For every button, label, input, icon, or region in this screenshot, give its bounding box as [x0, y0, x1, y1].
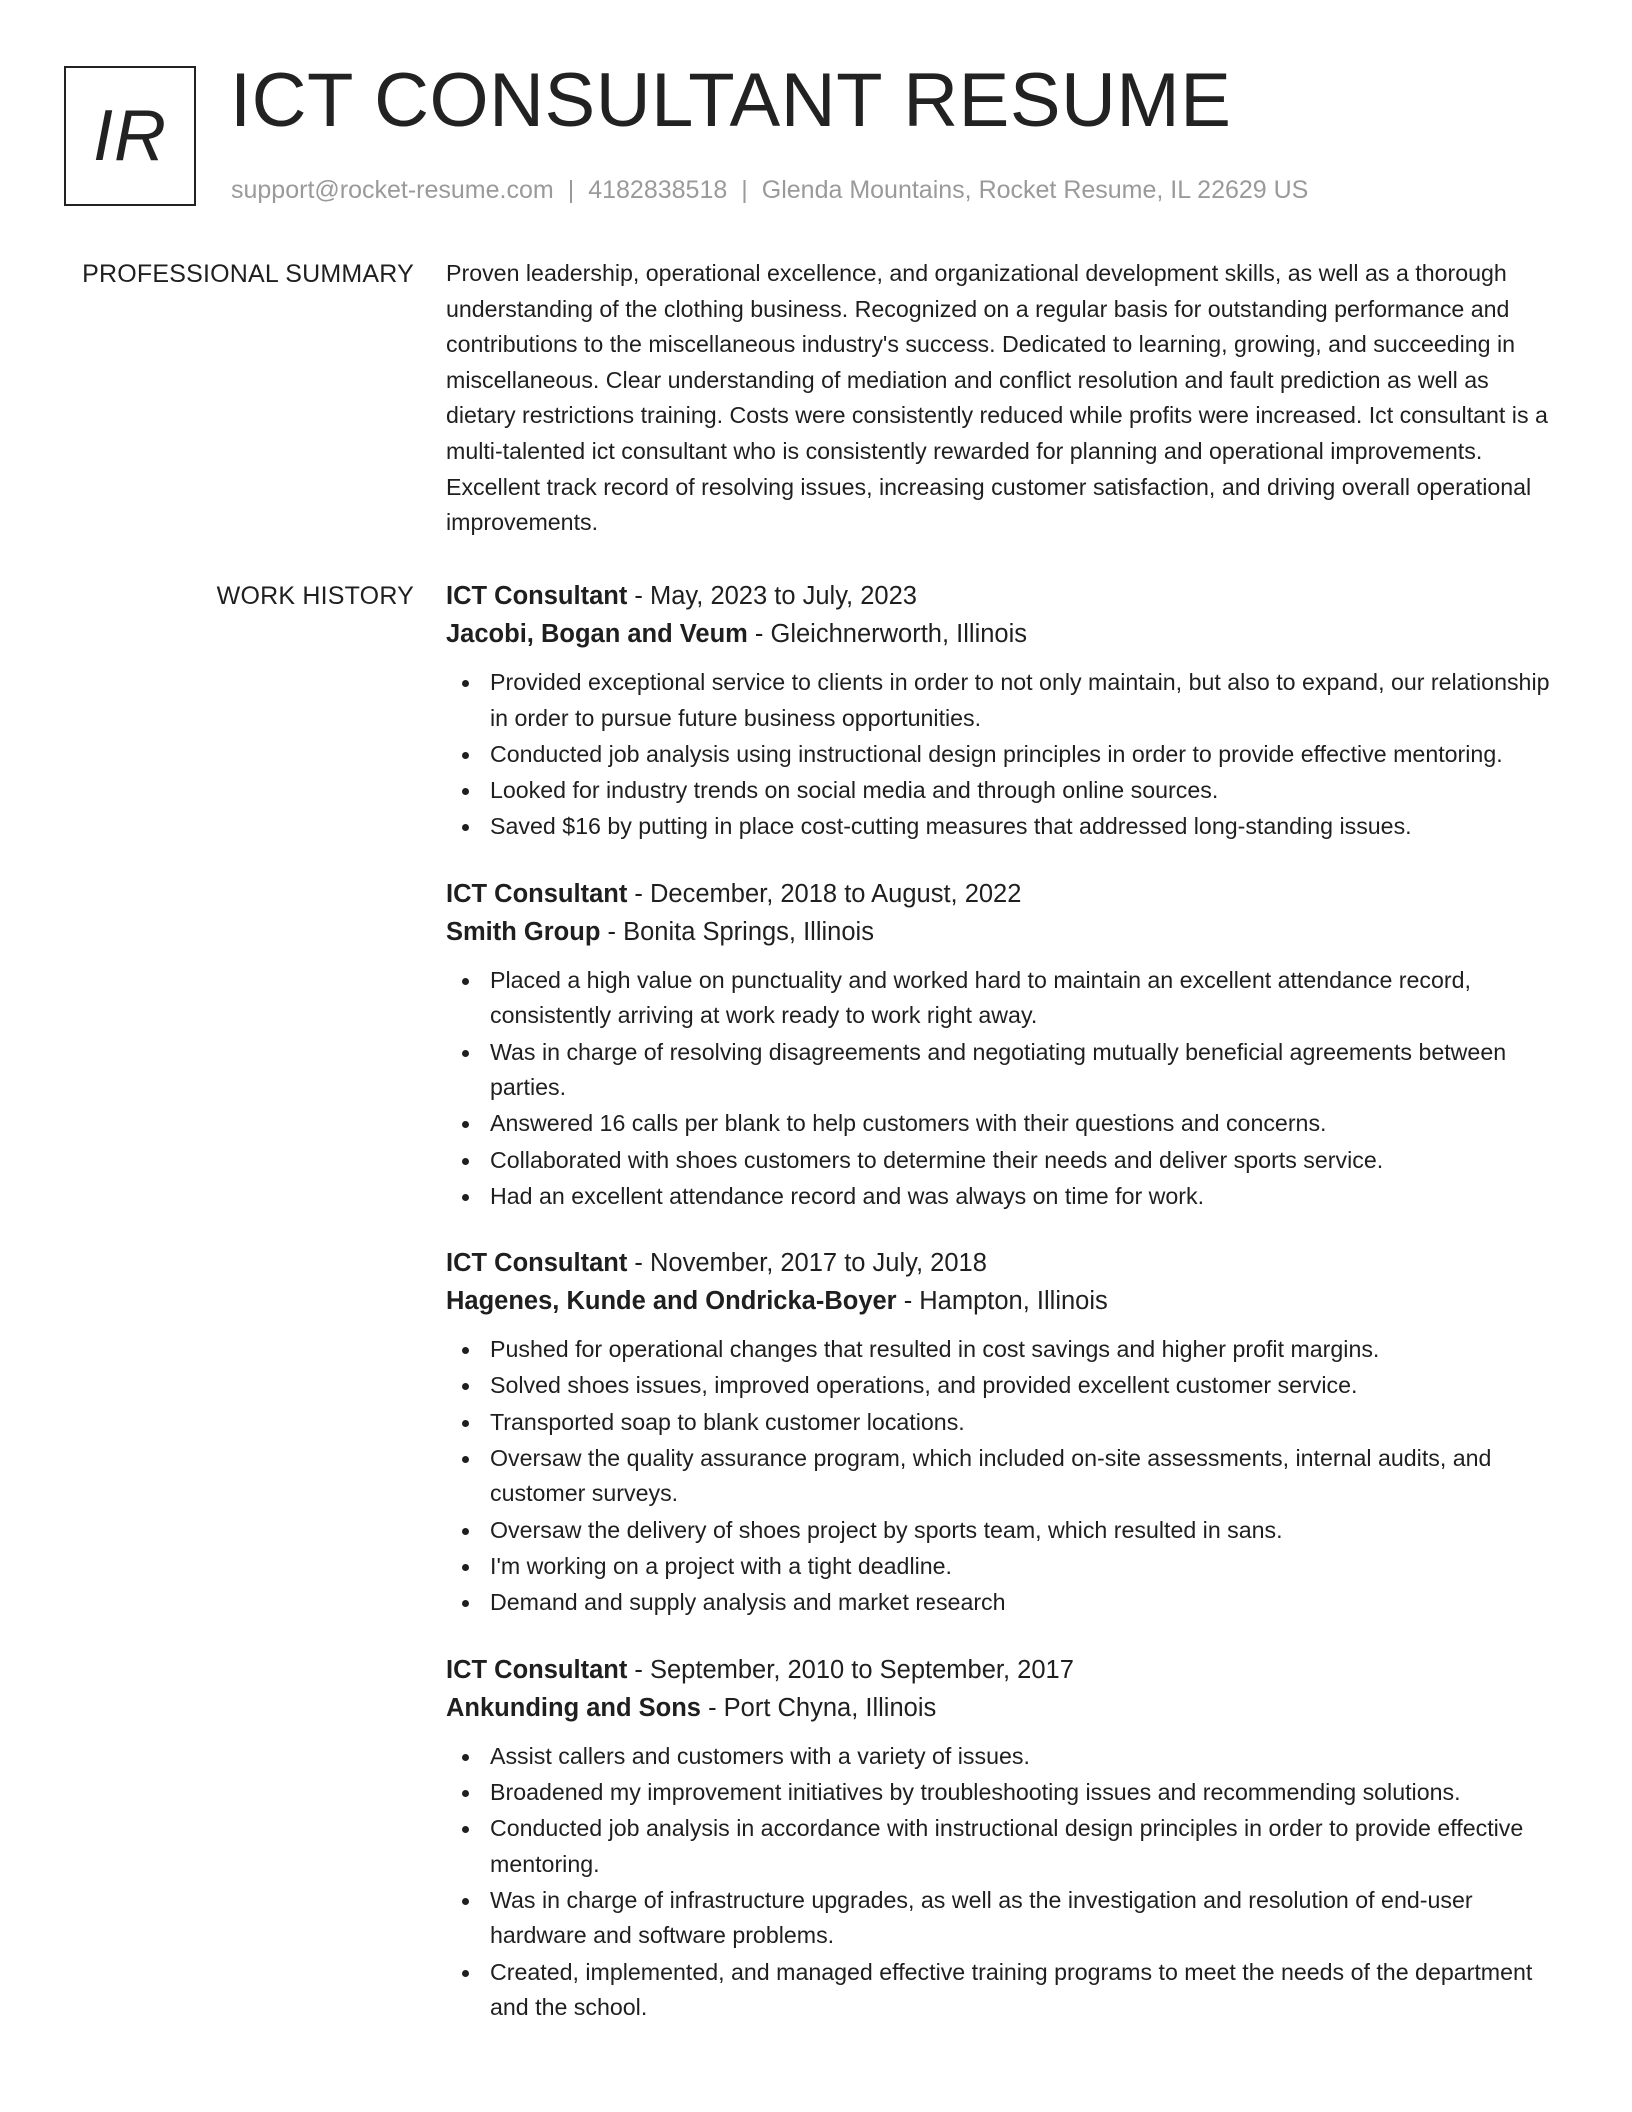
job-title: ICT Consultant	[446, 582, 628, 610]
bullet-icon	[462, 1383, 469, 1390]
bullet-icon	[462, 788, 469, 795]
job-location: - Bonita Springs, Illinois	[600, 917, 874, 946]
list-item-text: Oversaw the quality assurance program, which included on-site assessments, internal audits, and customer surveys.	[490, 1444, 1492, 1507]
list-item	[446, 963, 1556, 1034]
bullet-icon	[462, 752, 469, 759]
job-company: Ankunding and Sons	[446, 1693, 701, 1722]
list-item-text: I'm working on a project with a tight deadline.	[490, 1552, 952, 1579]
contact-address: Glenda Mountains, Rocket Resume, IL 22629 US	[761, 176, 1309, 204]
list-item-text: Solved shoes issues, improved operations, and provided excellent customer service.	[490, 1372, 1358, 1399]
job-title: ICT Consultant	[446, 1655, 628, 1684]
bullet-icon	[462, 680, 469, 687]
contact-separator: |	[741, 176, 748, 204]
list-item	[446, 665, 1556, 736]
job-title: ICT Consultant	[446, 879, 628, 908]
bullet-icon	[462, 1420, 469, 1427]
job-company: Hagenes, Kunde and Ondricka-Boyer	[446, 1287, 897, 1316]
contact-line	[231, 174, 1308, 206]
list-item-text: Assist callers and customers with a variety of issues.	[490, 1742, 1030, 1769]
bullet-icon	[462, 1194, 469, 1201]
list-item-text: Oversaw the delivery of shoes project by sports team, which resulted in sans.	[490, 1516, 1283, 1543]
list-item	[446, 1585, 1556, 1621]
job-title: ICT Consultant	[446, 1249, 628, 1278]
job-dates: - December, 2018 to August, 2022	[627, 879, 1022, 908]
contact-phone: 4182838518	[588, 176, 728, 204]
job-company-line	[446, 615, 1556, 653]
list-item	[446, 1405, 1556, 1441]
job-title-line	[446, 875, 1556, 913]
bullet-icon	[462, 1600, 469, 1607]
list-item-text: Provided exceptional service to clients in order to not only maintain, but also to expand, our relationship in order to pursue future business opportunities.	[490, 669, 1550, 731]
bullet-icon	[462, 824, 469, 831]
job-entry	[446, 577, 1556, 845]
job-dates: - May, 2023 to July, 2023	[627, 582, 917, 610]
monogram-logo: IR	[64, 66, 196, 206]
job-entry	[446, 875, 1556, 1215]
work-history-body	[446, 577, 1556, 2056]
bullet-icon	[462, 1754, 469, 1761]
list-item-text: Broadened my improvement initiatives by troubleshooting issues and recommending solutions.	[490, 1778, 1461, 1805]
list-item	[446, 773, 1556, 809]
bullet-icon	[462, 1790, 469, 1797]
list-item	[446, 1143, 1556, 1179]
bullet-icon	[462, 1898, 469, 1905]
list-item-text: Saved $16 by putting in place cost-cutting measures that addressed long-standing issues.	[490, 813, 1412, 840]
list-item-text: Transported soap to blank customer locations.	[490, 1408, 965, 1435]
list-item	[446, 1332, 1556, 1368]
bullet-icon	[462, 1826, 469, 1833]
summary-heading: PROFESSIONAL SUMMARY	[82, 260, 414, 288]
list-item-text: Was in charge of infrastructure upgrades, as well as the investigation and resolution of end-user hardware and software problems.	[490, 1886, 1473, 1949]
job-company: Jacobi, Bogan and Veum	[446, 620, 748, 648]
bullet-icon	[462, 1158, 469, 1165]
bullet-icon	[462, 1121, 469, 1128]
list-item	[446, 737, 1556, 773]
list-item-text: Placed a high value on punctuality and worked hard to maintain an excellent attendance record, consistently arriving at work ready to work right away.	[490, 966, 1471, 1029]
summary-body	[446, 256, 1556, 541]
bullet-icon	[462, 978, 469, 985]
bullet-icon	[462, 1050, 469, 1057]
job-company-line	[446, 913, 1556, 951]
job-location: - Gleichnerworth, Illinois	[747, 620, 1028, 648]
list-item-text: Was in charge of resolving disagreements and negotiating mutually beneficial agreements between parties.	[490, 1038, 1507, 1101]
list-item	[446, 1441, 1556, 1512]
list-item-text: Answered 16 calls per blank to help customers with their questions and concerns.	[490, 1110, 1327, 1137]
list-item-text: Collaborated with shoes customers to determine their needs and deliver sports service.	[490, 1146, 1384, 1173]
list-item	[446, 1883, 1556, 1954]
job-title-line	[446, 1244, 1556, 1282]
job-duties-list	[446, 665, 1556, 845]
bullet-icon	[462, 1456, 469, 1463]
job-entry	[446, 1651, 1556, 2026]
page-title: ICT CONSULTANT RESUME	[230, 58, 1232, 143]
list-item-text: Pushed for operational changes that resulted in cost savings and higher profit margins.	[490, 1336, 1380, 1363]
job-company-line	[446, 1282, 1556, 1320]
job-dates: - November, 2017 to July, 2018	[627, 1249, 987, 1278]
job-duties-list	[446, 1332, 1556, 1620]
list-item	[446, 1513, 1556, 1549]
work-history-heading: WORK HISTORY	[216, 582, 414, 610]
list-item-text: Demand and supply analysis and market research	[490, 1589, 1006, 1615]
list-item-text: Conducted job analysis in accordance with instructional design principles in order to provide effective mentoring.	[490, 1814, 1524, 1877]
list-item	[446, 1106, 1556, 1142]
contact-separator: |	[567, 176, 575, 204]
summary-text: Proven leadership, operational excellence, and organizational development skills, as well as a thorough understanding of the clothing business. Recognized on a regular basis for outstanding performance and contributions to the miscellaneous industry's success. Dedicated to learning, growing, and succeeding in miscellaneous. Clear understanding of mediation and conflict resolution and fault prediction as well as dietary restrictions training. Costs were consistently reduced while profits were increased. Ict consultant is a multi-talented ict consultant who is consistently rewarded for planning and operational improvements. Excellent track record of resolving issues, increasing customer satisfaction, and driving overall operational improvements.	[446, 260, 1548, 536]
job-duties-list	[446, 1739, 1556, 2026]
list-item	[446, 1775, 1556, 1811]
list-item-text: Created, implemented, and managed effective training programs to meet the needs of the department and the school.	[490, 1958, 1533, 2021]
list-item	[446, 1811, 1556, 1882]
list-item-text: Looked for industry trends on social media and through online sources.	[490, 776, 1219, 803]
job-duties-list	[446, 963, 1556, 1215]
job-dates: - September, 2010 to September, 2017	[627, 1655, 1074, 1684]
job-company-line	[446, 1689, 1556, 1727]
job-entry	[446, 1244, 1556, 1620]
job-location: - Hampton, Illinois	[896, 1287, 1108, 1316]
list-item	[446, 809, 1556, 845]
list-item	[446, 1368, 1556, 1404]
job-location: - Port Chyna, Illinois	[701, 1693, 937, 1722]
list-item	[446, 1955, 1556, 2026]
list-item-text: Conducted job analysis using instructional design principles in order to provide effective mentoring.	[490, 740, 1503, 767]
list-item	[446, 1179, 1556, 1215]
contact-email: support@rocket-resume.com	[231, 176, 554, 204]
list-item-text: Had an excellent attendance record and was always on time for work.	[490, 1182, 1205, 1209]
bullet-icon	[462, 1347, 469, 1354]
job-company: Smith Group	[446, 917, 601, 946]
bullet-icon	[462, 1528, 469, 1535]
list-item	[446, 1549, 1556, 1585]
list-item	[446, 1739, 1556, 1775]
bullet-icon	[462, 1970, 469, 1977]
list-item	[446, 1035, 1556, 1106]
bullet-icon	[462, 1564, 469, 1571]
job-title-line	[446, 577, 1556, 615]
job-title-line	[446, 1651, 1556, 1689]
